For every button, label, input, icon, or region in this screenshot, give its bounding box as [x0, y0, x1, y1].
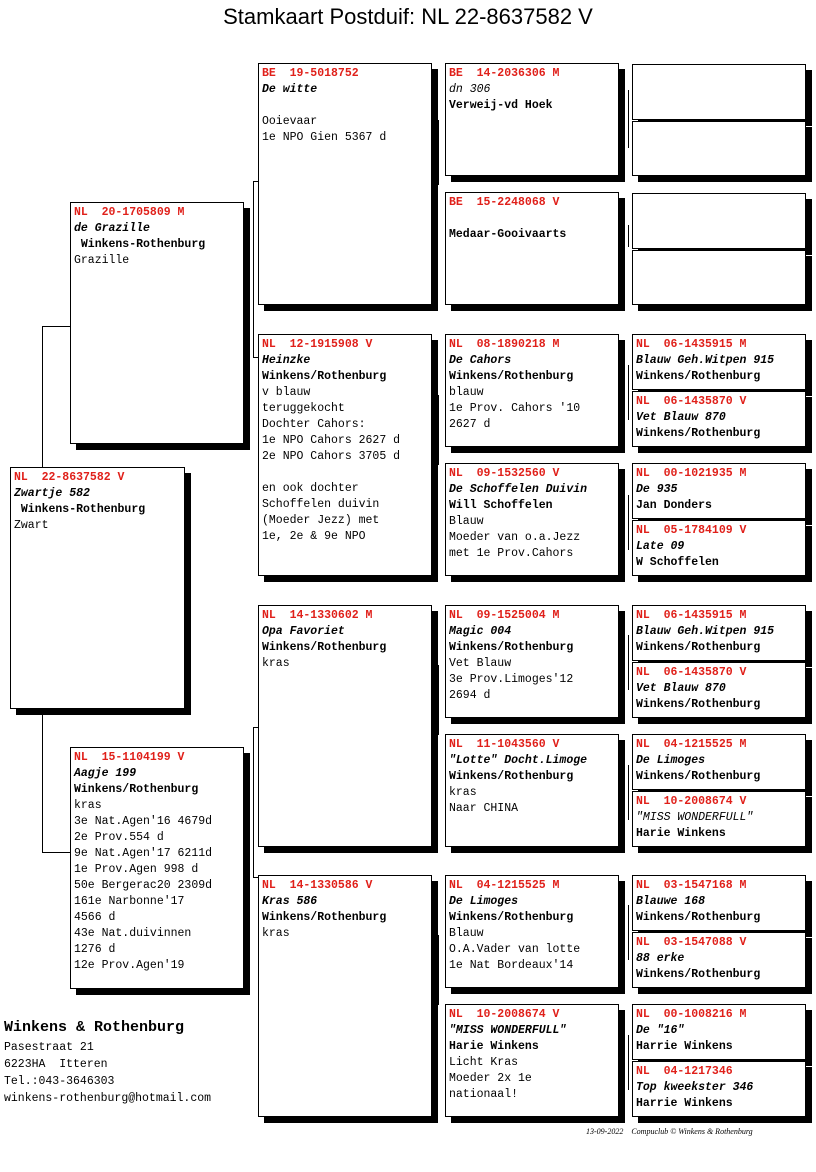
pigeon-card-ff	[258, 63, 432, 305]
info-line: 161e Narbonne'17	[74, 895, 185, 908]
ring-number: NL 09-1525004 M	[449, 609, 560, 622]
info-line: Naar CHINA	[449, 802, 519, 815]
pigeon-name: Late 09	[636, 540, 685, 553]
info-line: 12e Prov.Agen'19	[74, 959, 185, 972]
owner: Winkens/Rothenburg	[636, 770, 761, 783]
owner: Winkens/Rothenburg	[449, 770, 574, 783]
info-line: Schoffelen duivin	[262, 498, 380, 511]
pigeon-card-ffm	[445, 192, 619, 305]
pigeon-name: 88 erke	[636, 952, 685, 965]
info-line: Zwart	[14, 519, 49, 532]
pigeon-card-g3	[632, 193, 806, 249]
info-line: Blauw	[449, 927, 484, 940]
pigeon-name: De "16"	[636, 1024, 685, 1037]
ring-number: NL 06-1435870 V	[636, 395, 747, 408]
pigeon-card-fff	[445, 63, 619, 176]
ring-number: NL 11-1043560 V	[449, 738, 560, 751]
connector-line	[438, 935, 439, 1005]
connector-line	[253, 181, 254, 357]
pigeon-name: dn 306	[449, 83, 491, 96]
ring-number: NL 22-8637582 V	[14, 471, 125, 484]
pigeon-card-mfm	[445, 734, 619, 847]
pigeon-card-g16	[632, 1061, 806, 1117]
connector-line	[42, 712, 43, 852]
info-line: met 1e Prov.Cahors	[449, 547, 574, 560]
pigeon-card-fm	[258, 334, 432, 576]
breeder-street: Pasestraat 21	[4, 1041, 94, 1054]
owner: Winkens-Rothenburg	[14, 503, 146, 516]
info-line: Moeder van o.a.Jezz	[449, 531, 581, 544]
owner: Winkens/Rothenburg	[262, 641, 387, 654]
pigeon-name: Opa Favoriet	[262, 625, 345, 638]
connector-line	[438, 120, 439, 185]
owner: Winkens/Rothenburg	[636, 641, 761, 654]
owner: Winkens/Rothenburg	[636, 968, 761, 981]
info-line: en ook dochter	[262, 482, 359, 495]
owner: Harrie Winkens	[636, 1040, 733, 1053]
info-line: O.A.Vader van lotte	[449, 943, 581, 956]
connector-line	[438, 395, 439, 465]
info-line: 2627 d	[449, 418, 491, 431]
owner: Winkens/Rothenburg	[262, 370, 387, 383]
info-line: 2e NPO Cahors 3705 d	[262, 450, 401, 463]
pigeon-card-father	[70, 202, 244, 444]
owner: Harie Winkens	[636, 827, 726, 840]
pigeon-name: Blauw Geh.Witpen 915	[636, 625, 775, 638]
owner: Will Schoffelen	[449, 499, 553, 512]
owner: Winkens/Rothenburg	[449, 370, 574, 383]
owner: Verweij-vd Hoek	[449, 99, 553, 112]
connector-line	[42, 326, 70, 327]
ring-number: NL 10-2008674 V	[636, 795, 747, 808]
footer-credit: 13-09-2022 Compuclub © Winkens & Rothenburg	[586, 1127, 753, 1136]
owner: Winkens/Rothenburg	[636, 370, 761, 383]
ring-number: NL 06-1435870 V	[636, 666, 747, 679]
connector-line	[628, 635, 629, 690]
ring-number: NL 15-1104199 V	[74, 751, 185, 764]
pigeon-card-g8	[632, 520, 806, 576]
pigeon-name: Vet Blauw 870	[636, 682, 726, 695]
info-line: Dochter Cahors:	[262, 418, 366, 431]
pigeon-name: De witte	[262, 83, 318, 96]
pigeon-name: Top kweekster 346	[636, 1081, 754, 1094]
info-line: teruggekocht	[262, 402, 345, 415]
info-line: 2e Prov.554 d	[74, 831, 164, 844]
ring-number: NL 05-1784109 V	[636, 524, 747, 537]
breeder-email: winkens-rothenburg@hotmail.com	[4, 1092, 212, 1105]
pigeon-name: De Schoffelen Duivin	[449, 483, 588, 496]
info-line: kras	[74, 799, 102, 812]
pigeon-card-subject	[10, 467, 185, 709]
info-line: 1e NPO Gien 5367 d	[262, 131, 387, 144]
ring-number: NL 20-1705809 M	[74, 206, 185, 219]
ring-number: NL 04-1217346	[636, 1065, 733, 1078]
breeder-info	[4, 1017, 211, 1107]
pigeon-name: "MISS WONDERFULL"	[449, 1024, 567, 1037]
pigeon-card-g11	[632, 734, 806, 790]
connector-line	[628, 90, 629, 148]
owner: Winkens/Rothenburg	[636, 427, 761, 440]
owner: Winkens/Rothenburg	[449, 641, 574, 654]
pigeon-name: Magic 004	[449, 625, 512, 638]
info-line: 4566 d	[74, 911, 116, 924]
info-line: kras	[262, 927, 290, 940]
info-line: Ooievaar	[262, 115, 318, 128]
pigeon-name: De Cahors	[449, 354, 512, 367]
pigeon-card-fmm	[445, 463, 619, 576]
breeder-name: Winkens & Rothenburg	[4, 1019, 185, 1036]
pigeon-name: Vet Blauw 870	[636, 411, 726, 424]
ring-number: BE 15-2248068 V	[449, 196, 560, 209]
ring-number: NL 14-1330586 V	[262, 879, 373, 892]
owner: Jan Donders	[636, 499, 712, 512]
pigeon-card-mmm	[445, 1004, 619, 1117]
pigeon-card-g7	[632, 463, 806, 519]
owner: Winkens/Rothenburg	[636, 698, 761, 711]
pigeon-card-fmf	[445, 334, 619, 447]
pigeon-card-g6	[632, 391, 806, 447]
connector-line	[42, 852, 70, 853]
info-line: Blauw	[449, 515, 484, 528]
ring-number: NL 06-1435915 M	[636, 338, 747, 351]
info-line: kras	[262, 657, 290, 670]
pigeon-name: "Lotte" Docht.Limoge	[449, 754, 588, 767]
info-line: 1e, 2e & 9e NPO	[262, 530, 366, 543]
pigeon-name: Kras 586	[262, 895, 318, 908]
pigeon-card-g5	[632, 334, 806, 390]
info-line: v blauw	[262, 386, 311, 399]
pigeon-name: Blauwe 168	[636, 895, 706, 908]
info-line: 9e Nat.Agen'17 6211d	[74, 847, 213, 860]
owner: W Schoffelen	[636, 556, 719, 569]
pigeon-card-mother	[70, 747, 244, 989]
pigeon-card-g15	[632, 1004, 806, 1060]
pigeon-name: Heinzke	[262, 354, 311, 367]
pigeon-name: Aagje 199	[74, 767, 137, 780]
connector-line	[42, 326, 43, 469]
pigeon-card-g10	[632, 662, 806, 718]
info-line: blauw	[449, 386, 484, 399]
connector-line	[628, 765, 629, 820]
ring-number: NL 14-1330602 M	[262, 609, 373, 622]
ring-number: BE 19-5018752	[262, 67, 359, 80]
breeder-city: 6223HA Itteren	[4, 1058, 108, 1071]
pigeon-card-mm	[258, 875, 432, 1117]
pigeon-card-mmf	[445, 875, 619, 988]
info-line: 3e Nat.Agen'16 4679d	[74, 815, 213, 828]
ring-number: NL 04-1215525 M	[636, 738, 747, 751]
info-line: 3e Prov.Limoges'12	[449, 673, 574, 686]
pigeon-name: De Limoges	[636, 754, 706, 767]
pigeon-name: De Limoges	[449, 895, 519, 908]
pigeon-card-g14	[632, 932, 806, 988]
info-line: Licht Kras	[449, 1056, 519, 1069]
breeder-phone: Tel.:043-3646303	[4, 1075, 115, 1088]
owner: Harie Winkens	[449, 1040, 539, 1053]
connector-line	[628, 905, 629, 960]
pigeon-name: Blauw Geh.Witpen 915	[636, 354, 775, 367]
pigeon-name: de Grazille	[74, 222, 150, 235]
ring-number: NL 12-1915908 V	[262, 338, 373, 351]
owner: Winkens/Rothenburg	[262, 911, 387, 924]
info-line	[262, 465, 428, 481]
info-line: 1e Prov.Agen 998 d	[74, 863, 199, 876]
ring-number: BE 14-2036306 M	[449, 67, 560, 80]
owner: Medaar-Gooivaarts	[449, 228, 567, 241]
pigeon-card-g9	[632, 605, 806, 661]
ring-number: NL 00-1008216 M	[636, 1008, 747, 1021]
pigeon-card-mff	[445, 605, 619, 718]
connector-line	[628, 1035, 629, 1090]
info-line: nationaal!	[449, 1088, 519, 1101]
pigeon-card-g1	[632, 64, 806, 120]
info-line: 1276 d	[74, 943, 116, 956]
pigeon-card-g13	[632, 875, 806, 931]
info-line: 1e Nat Bordeaux'14	[449, 959, 574, 972]
ring-number: NL 09-1532560 V	[449, 467, 560, 480]
ring-number: NL 06-1435915 M	[636, 609, 747, 622]
owner: Winkens-Rothenburg	[74, 238, 206, 251]
info-line: Grazille	[74, 254, 130, 267]
info-line	[449, 211, 615, 227]
connector-line	[628, 365, 629, 420]
pigeon-card-mf	[258, 605, 432, 847]
info-line: 43e Nat.duivinnen	[74, 927, 192, 940]
owner: Harrie Winkens	[636, 1097, 733, 1110]
owner: Winkens/Rothenburg	[74, 783, 199, 796]
page-title: Stamkaart Postduif: NL 22-8637582 V	[223, 4, 593, 29]
info-line: Vet Blauw	[449, 657, 512, 670]
info-line	[262, 98, 428, 114]
info-line: Moeder 2x 1e	[449, 1072, 532, 1085]
info-line: 1e Prov. Cahors '10	[449, 402, 581, 415]
pigeon-name: Zwartje 582	[14, 487, 90, 500]
pigeon-card-g4	[632, 250, 806, 305]
owner: Winkens/Rothenburg	[449, 911, 574, 924]
ring-number: NL 04-1215525 M	[449, 879, 560, 892]
ring-number: NL 10-2008674 V	[449, 1008, 560, 1021]
connector-line	[438, 665, 439, 735]
ring-number: NL 03-1547088 V	[636, 936, 747, 949]
info-line: 2694 d	[449, 689, 491, 702]
ring-number: NL 08-1890218 M	[449, 338, 560, 351]
connector-line	[253, 727, 254, 877]
info-line: kras	[449, 786, 477, 799]
pigeon-name: "MISS WONDERFULL"	[636, 811, 754, 824]
ring-number: NL 03-1547168 M	[636, 879, 747, 892]
info-line: 1e NPO Cahors 2627 d	[262, 434, 401, 447]
connector-line	[628, 495, 629, 550]
pigeon-card-g12	[632, 791, 806, 847]
connector-line	[628, 225, 629, 247]
info-line: (Moeder Jezz) met	[262, 514, 380, 527]
pigeon-name: De 935	[636, 483, 678, 496]
owner: Winkens/Rothenburg	[636, 911, 761, 924]
ring-number: NL 00-1021935 M	[636, 467, 747, 480]
pigeon-card-g2	[632, 121, 806, 176]
info-line: 50e Bergerac20 2309d	[74, 879, 213, 892]
